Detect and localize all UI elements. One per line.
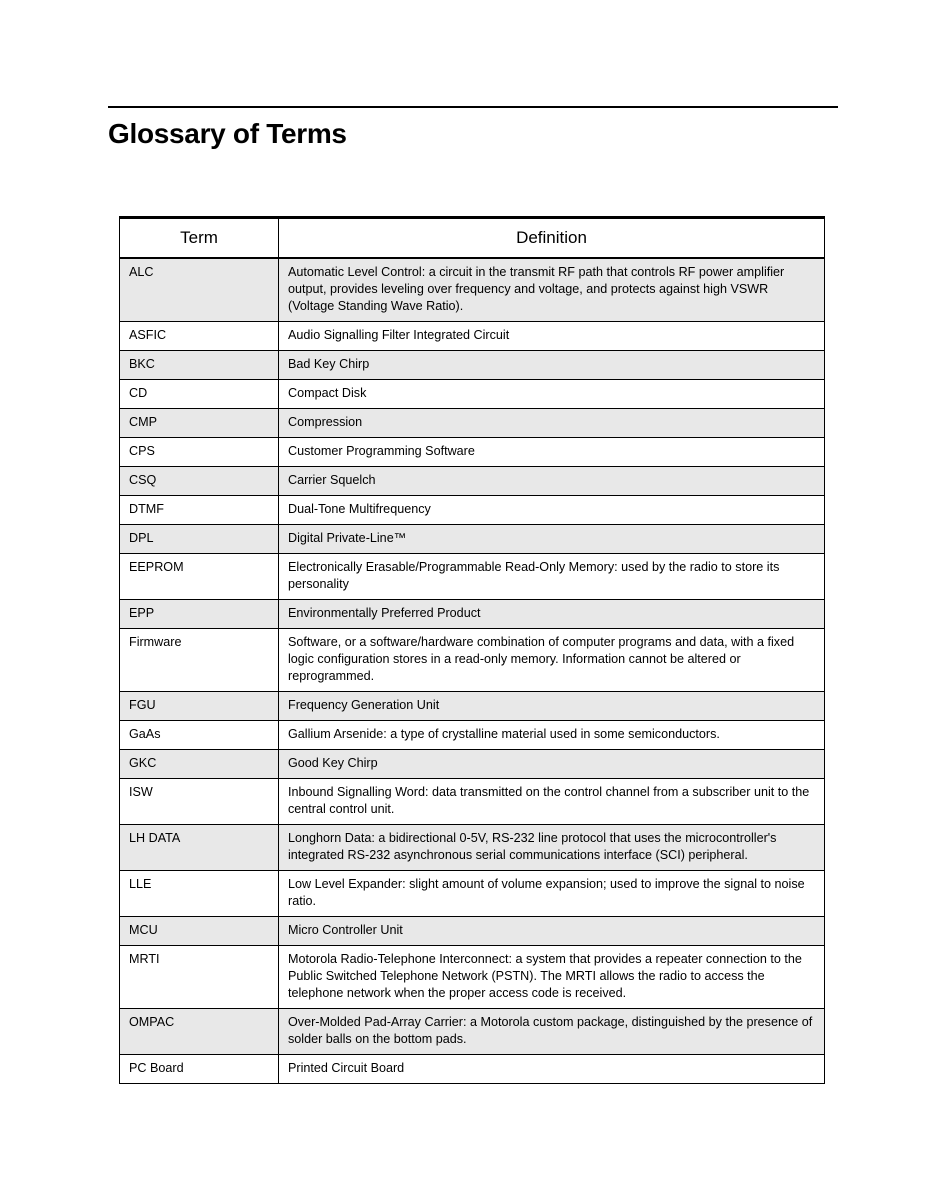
term-cell: CPS (120, 438, 279, 467)
definition-cell: Digital Private-Line™ (279, 525, 825, 554)
definition-cell: Bad Key Chirp (279, 351, 825, 380)
glossary-table (119, 216, 825, 1084)
table-row (120, 1009, 825, 1055)
table-row (120, 351, 825, 380)
definition-cell: Printed Circuit Board (279, 1055, 825, 1084)
definition-cell: Environmentally Preferred Product (279, 600, 825, 629)
definition-cell: Over-Molded Pad-Array Carrier: a Motorola custom package, distinguished by the presence of solder balls on the bottom pads. (279, 1009, 825, 1055)
definition-cell: Carrier Squelch (279, 467, 825, 496)
term-cell: DTMF (120, 496, 279, 525)
term-cell: EPP (120, 600, 279, 629)
definition-cell: Electronically Erasable/Programmable Read-Only Memory: used by the radio to store its personality (279, 554, 825, 600)
term-cell: CD (120, 380, 279, 409)
header-term: Term (120, 218, 279, 259)
definition-cell: Compression (279, 409, 825, 438)
page-title: Glossary of Terms (108, 118, 347, 149)
table-row (120, 1055, 825, 1084)
term-cell: GaAs (120, 721, 279, 750)
term-cell: Firmware (120, 629, 279, 692)
table-row (120, 409, 825, 438)
definition-cell: Low Level Expander: slight amount of volume expansion; used to improve the signal to noise ratio. (279, 871, 825, 917)
term-cell: OMPAC (120, 1009, 279, 1055)
definition-cell: Longhorn Data: a bidirectional 0-5V, RS-232 line protocol that uses the microcontroller's integrated RS-232 asynchronous serial communications interface (SCI) peripheral. (279, 825, 825, 871)
header-definition: Definition (279, 218, 825, 259)
definition-cell: Inbound Signalling Word: data transmitted on the control channel from a subscriber unit to the central control unit. (279, 779, 825, 825)
term-cell: GKC (120, 750, 279, 779)
term-cell: ALC (120, 258, 279, 322)
table-row (120, 750, 825, 779)
definition-cell: Gallium Arsenide: a type of crystalline material used in some semiconductors. (279, 721, 825, 750)
table-row (120, 467, 825, 496)
top-rule (108, 106, 838, 108)
table-row (120, 380, 825, 409)
term-cell: LH DATA (120, 825, 279, 871)
term-cell: MCU (120, 917, 279, 946)
table-row (120, 258, 825, 322)
definition-cell: Audio Signalling Filter Integrated Circuit (279, 322, 825, 351)
definition-cell: Motorola Radio-Telephone Interconnect: a system that provides a repeater connection to the Public Switched Telephone Network (PSTN). The MRTI allows the radio to access the telephone network when the proper access code is received. (279, 946, 825, 1009)
term-cell: PC Board (120, 1055, 279, 1084)
term-cell: MRTI (120, 946, 279, 1009)
term-cell: DPL (120, 525, 279, 554)
term-cell: FGU (120, 692, 279, 721)
glossary-body (120, 258, 825, 1084)
table-row (120, 871, 825, 917)
table-row (120, 525, 825, 554)
table-row (120, 825, 825, 871)
table-row (120, 692, 825, 721)
definition-cell: Frequency Generation Unit (279, 692, 825, 721)
term-cell: ISW (120, 779, 279, 825)
table-row (120, 600, 825, 629)
table-row (120, 917, 825, 946)
term-cell: ASFIC (120, 322, 279, 351)
table-row (120, 629, 825, 692)
table-row (120, 438, 825, 467)
table-row (120, 779, 825, 825)
term-cell: LLE (120, 871, 279, 917)
definition-cell: Dual-Tone Multifrequency (279, 496, 825, 525)
term-cell: CSQ (120, 467, 279, 496)
table-row (120, 721, 825, 750)
definition-cell: Automatic Level Control: a circuit in the transmit RF path that controls RF power amplifier output, provides leveling over frequency and voltage, and protects against high VSWR (Voltage Standing Wave Ratio). (279, 258, 825, 322)
definition-cell: Software, or a software/hardware combination of computer programs and data, with a fixed logic configuration stores in a read-only memory. Information cannot be altered or reprogrammed. (279, 629, 825, 692)
term-cell: BKC (120, 351, 279, 380)
definition-cell: Compact Disk (279, 380, 825, 409)
table-row (120, 946, 825, 1009)
definition-cell: Micro Controller Unit (279, 917, 825, 946)
term-cell: EEPROM (120, 554, 279, 600)
term-cell: CMP (120, 409, 279, 438)
table-row (120, 322, 825, 351)
table-row (120, 496, 825, 525)
table-header-row (120, 218, 825, 259)
table-row (120, 554, 825, 600)
definition-cell: Customer Programming Software (279, 438, 825, 467)
definition-cell: Good Key Chirp (279, 750, 825, 779)
